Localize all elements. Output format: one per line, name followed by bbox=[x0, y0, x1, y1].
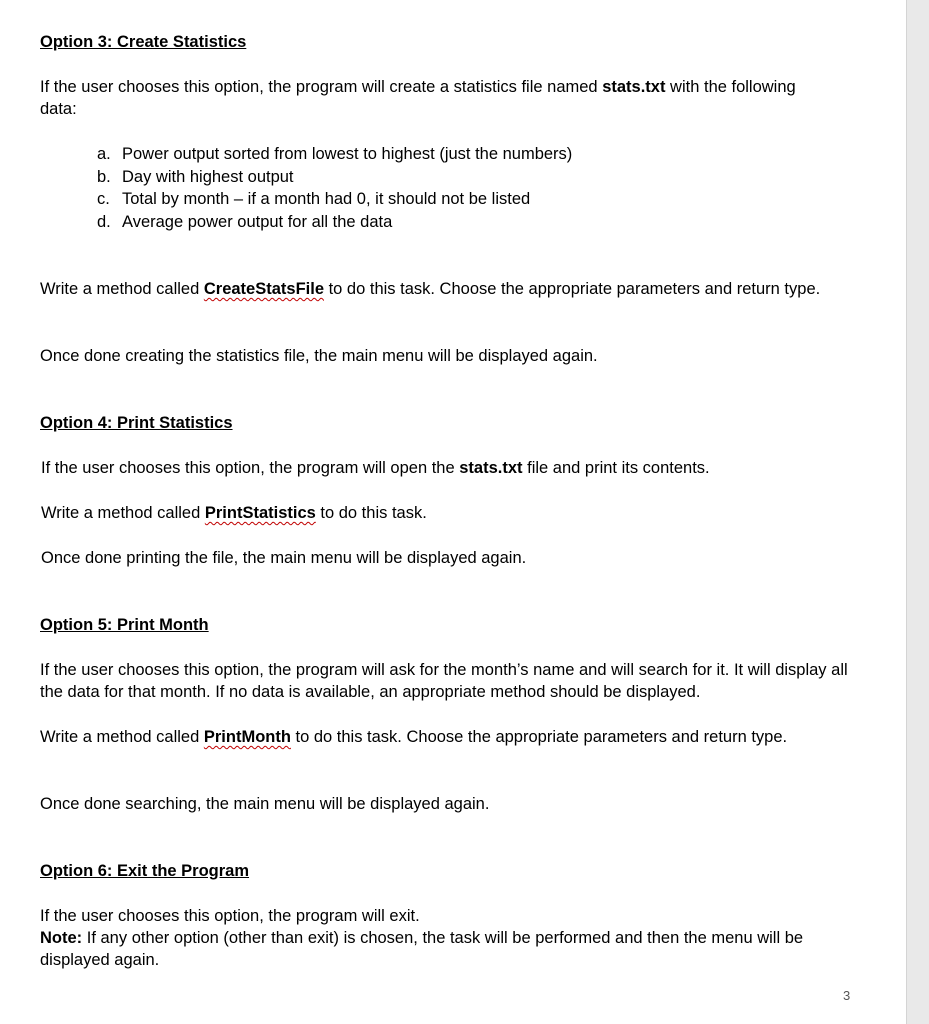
list-marker: b. bbox=[97, 167, 111, 186]
option-5-method bbox=[40, 726, 870, 748]
option-4-done: Once done printing the file, the main menu will be displayed again. bbox=[41, 549, 527, 567]
note-label: Note: bbox=[40, 929, 83, 947]
window-gutter bbox=[906, 0, 929, 1024]
method-text: Write a method called bbox=[40, 728, 204, 746]
page-number: 3 bbox=[843, 988, 851, 1003]
list-item bbox=[97, 188, 797, 211]
list-item bbox=[97, 211, 797, 234]
option-4-heading: Option 4: Print Statistics bbox=[40, 414, 233, 432]
intro-text: file and print its contents. bbox=[522, 459, 710, 477]
option-5-done: Once done searching, the main menu will be displayed again. bbox=[40, 795, 490, 813]
option-4-intro bbox=[41, 457, 871, 479]
list-item bbox=[97, 143, 797, 166]
list-item-text: Total by month – if a month had 0, it should not be listed bbox=[122, 190, 531, 208]
option-6-intro: If the user chooses this option, the program will exit. bbox=[40, 907, 420, 925]
intro-text: with the following data: bbox=[40, 78, 796, 118]
method-text: to do this task. Choose the appropriate parameters and return type. bbox=[324, 280, 821, 298]
method-text: Write a method called bbox=[40, 280, 204, 298]
list-marker: a. bbox=[97, 145, 111, 163]
method-text: to do this task. bbox=[315, 504, 427, 522]
method-text: to do this task. Choose the appropriate parameters and return type. bbox=[290, 728, 788, 746]
method-name: CreateStatsFile bbox=[203, 280, 324, 298]
filename: stats.txt bbox=[602, 78, 666, 96]
list-marker: d. bbox=[97, 212, 111, 231]
list-item-text: Average power output for all the data bbox=[122, 212, 393, 231]
option-3-done: Once done creating the statistics file, the main menu will be displayed again. bbox=[40, 347, 598, 365]
list-item-text: Power output sorted from lowest to highest (just the numbers) bbox=[122, 145, 573, 163]
method-name: PrintStatistics bbox=[204, 504, 316, 522]
option-6-heading: Option 6: Exit the Program bbox=[40, 862, 250, 880]
intro-text: If the user chooses this option, the program will create a statistics file named bbox=[40, 78, 603, 96]
option-5-heading: Option 5: Print Month bbox=[40, 616, 209, 634]
filename: stats.txt bbox=[459, 459, 523, 477]
list-item bbox=[97, 166, 797, 189]
intro-text: If the user chooses this option, the program will open the bbox=[41, 459, 460, 477]
note-text: If any other option (other than exit) is chosen, the task will be performed and then the menu will be displayed again. bbox=[40, 929, 804, 969]
list-item-text: Day with highest output bbox=[122, 167, 294, 186]
option-5-intro: If the user chooses this option, the program will ask for the month’s name and will search for it. It will display all the data for that month. If no data is available, an appropriate method should be displayed. bbox=[40, 661, 848, 701]
option-3-data-list bbox=[97, 143, 797, 233]
option-3-intro bbox=[40, 76, 830, 120]
option-4-method bbox=[41, 502, 871, 524]
option-3-method bbox=[40, 278, 870, 300]
method-name: PrintMonth bbox=[203, 728, 291, 746]
option-3-heading: Option 3: Create Statistics bbox=[40, 33, 247, 51]
list-marker: c. bbox=[97, 190, 110, 208]
option-6-note bbox=[40, 927, 870, 971]
method-text: Write a method called bbox=[41, 504, 205, 522]
